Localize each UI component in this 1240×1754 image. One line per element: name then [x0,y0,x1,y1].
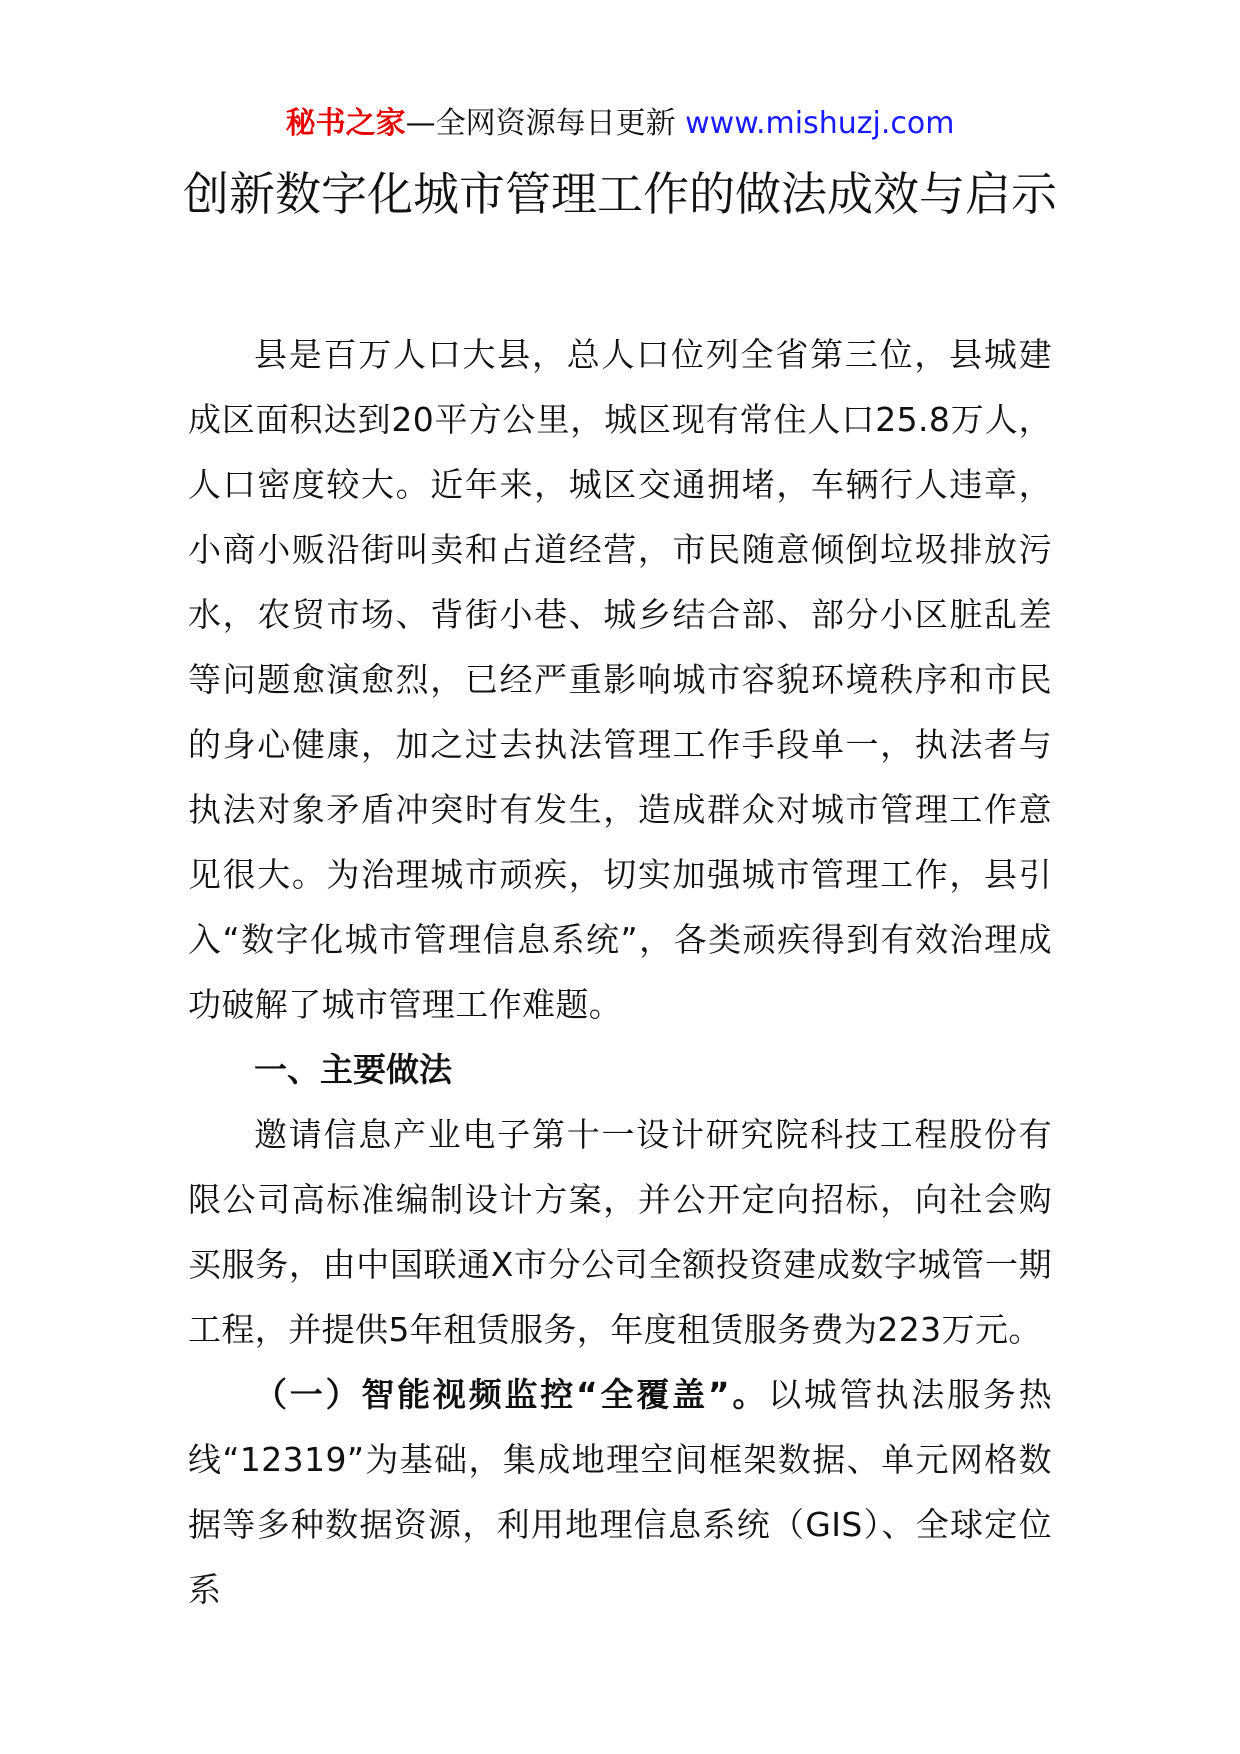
subsection1-paragraph [188,1362,1052,1622]
brand-name: 秘书之家 [285,106,406,141]
brand-slogan: —全网资源每日更新 [405,106,676,141]
subsection1-text: 以城管执法服务热线“12319”为基础，集成地理空间框架数据、单元网格数据等多种数据资源，利用地理信息系统（GIS）、全球定位系 [188,1375,1052,1609]
document-title: 创新数字化城市管理工作的做法成效与启示 [183,167,1057,221]
site-url-link[interactable]: www.mishuzj.com [685,106,955,141]
document-body [188,322,1052,1622]
site-header [0,102,1240,146]
section1-paragraph: 邀请信息产业电子第十一设计研究院科技工程股份有限公司高标准编制设计方案，并公开定向招标，向社会购买服务，由中国联通X市分公司全额投资建成数字城管一期工程，并提供5年租赁服务，年度租赁服务费为223万元。 [188,1115,1052,1349]
intro-paragraph: 县是百万人口大县，总人口位列全省第三位，县城建成区面积达到20平方公里，城区现有常住人口25.8万人，人口密度较大。近年来，城区交通拥堵，车辆行人违章，小商小贩沿街叫卖和占道经营，市民随意倾倒垃圾排放污水，农贸市场、背街小巷、城乡结合部、部分小区脏乱差等问题愈演愈烈，已经严重影响城市容貌环境秩序和市民的身心健康，加之过去执法管理工作手段单一，执法者与执法对象矛盾冲突时有发生，造成群众对城市管理工作意见很大。为治理城市顽疾，切实加强城市管理工作，县引入“数字化城市管理信息系统”，各类顽疾得到有效治理成功破解了城市管理工作难题。 [188,335,1052,1024]
section-heading-main-practices: 一、主要做法 [254,1050,452,1089]
subsection1-lead: （一）智能视频监控“全覆盖”。 [254,1375,769,1414]
